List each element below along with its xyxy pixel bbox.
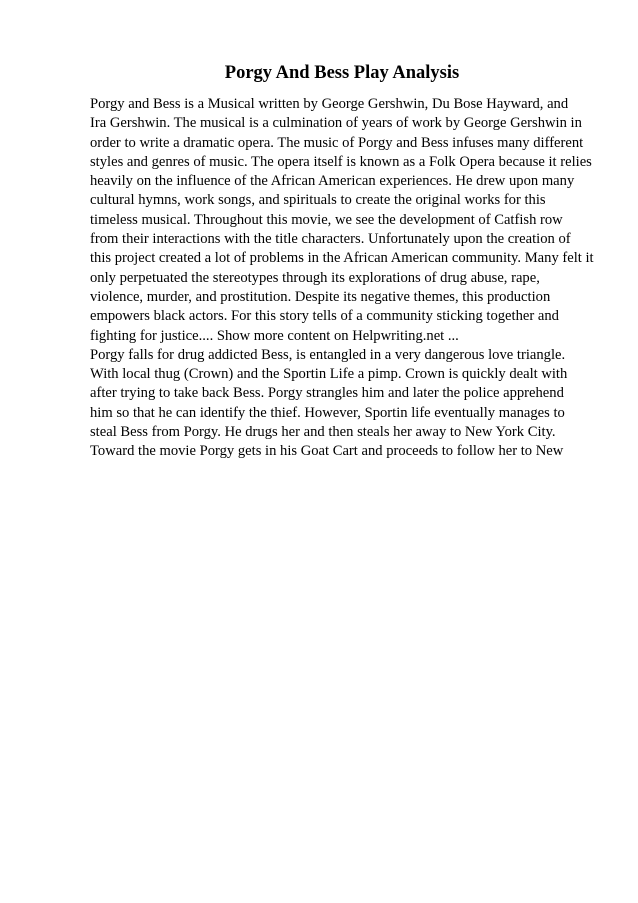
body-line: only perpetuated the stereotypes through its explorations of drug abuse, rape, <box>90 269 540 286</box>
body-line: Ira Gershwin. The musical is a culmination of years of work by George Gershwin in <box>90 115 582 132</box>
body-line: him so that he can identify the thief. However, Sportin life eventually manages to <box>90 404 565 421</box>
body-line: from their interactions with the title characters. Unfortunately upon the creation of <box>90 231 571 248</box>
body-line: this project created a lot of problems in the African American community. Many felt it <box>90 250 594 267</box>
body-line: cultural hymns, work songs, and spirituals to create the original works for this <box>90 192 546 209</box>
body-line: fighting for justice.... Show more content on Helpwriting.net ... <box>90 327 459 344</box>
body-line: after trying to take back Bess. Porgy strangles him and later the police apprehend <box>90 385 564 402</box>
body-line: order to write a dramatic opera. The music of Porgy and Bess infuses many different <box>90 134 584 151</box>
body-line: heavily on the influence of the African American experiences. He drew upon many <box>90 173 575 190</box>
document-title: Porgy And Bess Play Analysis <box>224 63 460 83</box>
body-line: timeless musical. Throughout this movie, we see the development of Catfish row <box>90 211 563 228</box>
body-line: violence, murder, and prostitution. Despite its negative themes, this production <box>90 288 551 305</box>
body-line: Porgy falls for drug addicted Bess, is entangled in a very dangerous love triangle. <box>90 346 566 363</box>
body-line: steal Bess from Porgy. He drugs her and then steals her away to New York City. <box>90 424 556 441</box>
body-line: With local thug (Crown) and the Sportin Life a pimp. Crown is quickly dealt with <box>90 366 568 383</box>
body-line: Porgy and Bess is a Musical written by George Gershwin, Du Bose Hayward, and <box>90 96 569 112</box>
body-line: empowers black actors. For this story tells of a community sticking together and <box>90 308 559 325</box>
body-line: styles and genres of music. The opera itself is known as a Folk Opera because it relies <box>90 153 592 170</box>
body-line: Toward the movie Porgy gets in his Goat Cart and proceeds to follow her to New <box>90 443 564 460</box>
document-body <box>90 95 610 462</box>
